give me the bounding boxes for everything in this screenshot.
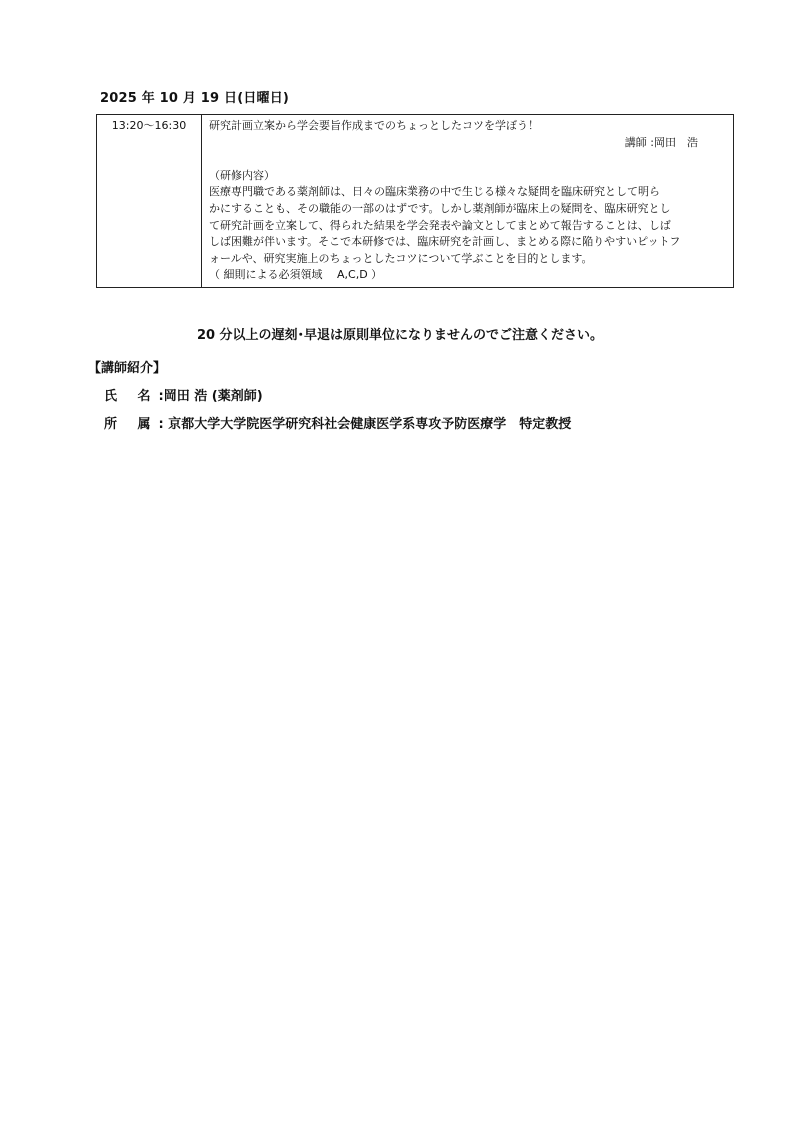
session-section-label: （研修内容） — [209, 168, 275, 182]
session-lecturer: 講師 :岡田 浩 — [624, 135, 698, 149]
spacer — [209, 151, 725, 168]
session-date: 2025 年 10 月 19 日(日曜日) — [100, 91, 290, 106]
session-requirement: （ 細則による必須領域 A,C,D ） — [209, 268, 383, 282]
lecturer-affiliation-label: 所 属 — [104, 417, 159, 432]
session-title: 研究計画立案から学会要旨作成までのちょっとしたコツを学ぼう！ — [209, 119, 539, 132]
lecturer-affiliation-row — [104, 413, 571, 432]
lecturer-intro-heading: 【講師紹介】 — [88, 361, 167, 376]
session-time: 13:20～16:30 — [97, 115, 202, 288]
session-table — [96, 114, 734, 288]
attendance-notice: 20 分以上の遅刻･早退は原則単位になりませんのでご注意ください。 — [196, 328, 604, 343]
session-content — [202, 115, 734, 288]
session-description: 医療専門職である薬剤師は、日々の臨床業務の中で生じる様々な疑問を臨床研究として明ら かにすることも、その職能の一部のはずです。しかし薬剤師が臨床上の疑問を、臨床研究とし て研究計画を立案して、得られた結果を学会発表や論文としてまとめて報告することは、しば しば困難が伴います。そこで本研修では、臨床研究を計画し、まとめる際に陥りやすいピットフ ォールや、研究実施上のちょっとしたコツについて学ぶことを目的とします。 — [209, 185, 681, 265]
lecturer-name-row — [104, 385, 263, 404]
session-row — [97, 115, 734, 288]
lecturer-affiliation-value: : 京都大学大学院医学研究科社会健康医学系専攻予防医療学 特定教授 — [158, 417, 572, 432]
lecturer-name-value: :岡田 浩 (薬剤師) — [158, 389, 263, 404]
lecturer-name-label: 氏 名 — [104, 389, 159, 404]
